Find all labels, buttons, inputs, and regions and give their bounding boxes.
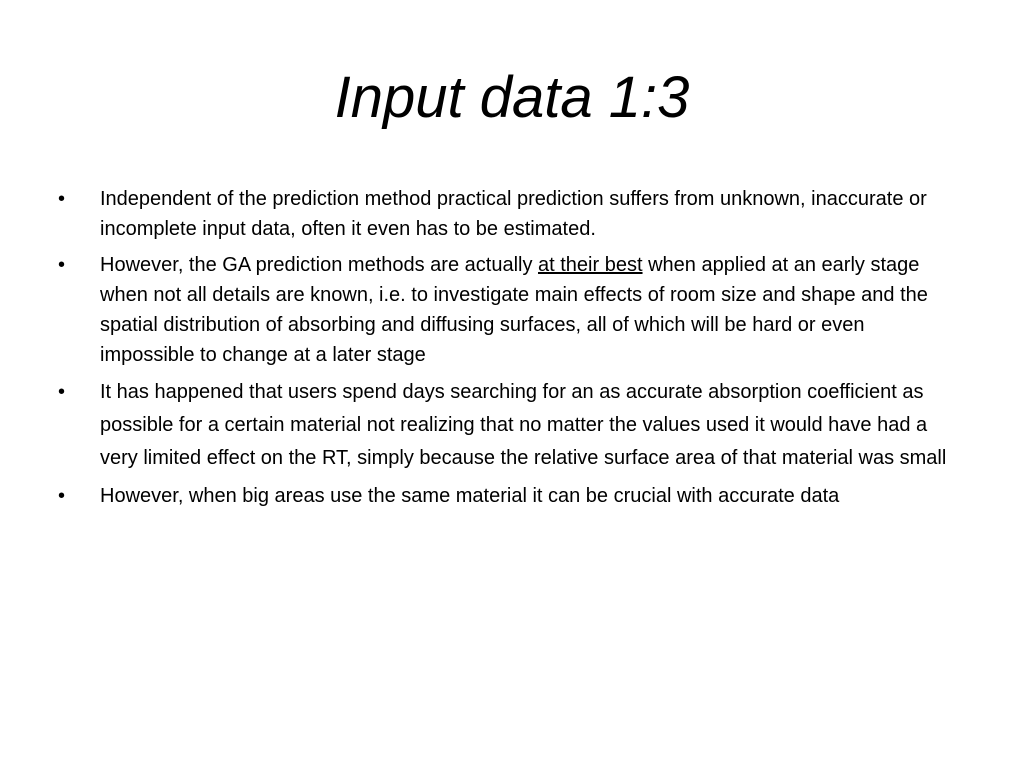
bullet-list [58,184,958,517]
bullet-dot-icon: • [58,485,66,507]
bullet-item-2 [58,250,958,370]
slide-title: Input data 1:3 [334,65,690,130]
bullet-item-1 [58,184,958,244]
bullet-dot-icon: • [58,254,66,276]
bullet-text-2-emphasis: at their best [538,254,643,276]
bullet-dot-icon: • [58,188,66,210]
bullet-text-1: Independent of the prediction method practical prediction suffers from unknown, inaccurate or incomplete input data, often it even has to be estimated. [100,188,927,240]
bullet-item-3 [58,376,958,475]
bullet-text-3: It has happened that users spend days searching for an as accurate absorption coefficient as possible for a certain material not realizing that no matter the values used it would have had a very limited effect on the RT, simply because the relative surface area of that material was small [100,381,947,469]
bullet-text-2-before: However, the GA prediction methods are actually [100,254,539,276]
bullet-text-2-after: when applied at an early stage when not all details are known, i.e. to investigate main effects of room size and shape and the spatial distribution of absorbing and diffusing surfaces, all of which will be hard or even impossible to change at a later stage [100,254,928,366]
bullet-item-4 [58,481,958,511]
bullet-text-4: However, when big areas use the same material it can be crucial with accurate data [100,485,840,507]
bullet-dot-icon: • [58,381,66,403]
